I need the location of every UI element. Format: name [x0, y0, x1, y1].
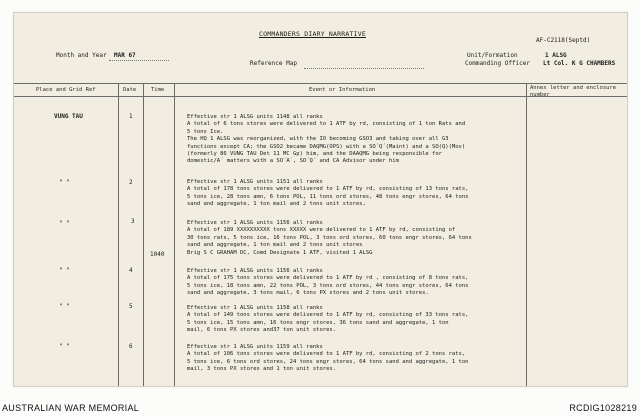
- entry-text: [187, 179, 527, 209]
- month-year-value: MAR 67: [114, 52, 136, 59]
- entry-line: A total of 106 tons stores were delivered to 1 ATF by rd, consisting of 2 tons rats,: [187, 351, 466, 358]
- entry-line: Brig S C GRAHAM DC, Comd Designate 1 ATF, visited 1 ALSG: [187, 249, 373, 256]
- entry-place: " ": [59, 220, 70, 227]
- divider-place-date: [118, 83, 119, 387]
- month-year-underline: [109, 60, 169, 61]
- archive-record-id: RCDIG1028219: [569, 403, 637, 413]
- entry-date: 6: [129, 343, 133, 350]
- entry-line: Effective str 1 ALSG units 1148 all ranks: [187, 114, 323, 120]
- entry-text: [187, 114, 527, 166]
- entry-line: A total of 189 XXXXXXXXXX tons XXXXX were delivered to 1 ATF by rd, consisting of: [187, 227, 456, 234]
- entry-line: A total of 6 tons stores were delivered to 1 ATF by rd, consisting of 1 ton Rats and: [187, 121, 466, 128]
- entry-line: 5 tons ice, 6 tons ord stores, 24 tons engr stores, 64 tons sand and aggregate, 1 ton: [187, 358, 469, 365]
- entry-place: " ": [59, 267, 70, 274]
- entry-date: 3: [131, 218, 135, 225]
- entry-line: A total of 178 tons stores were delivered to 1 ATF by rd, consisting of 13 tons rats,: [187, 186, 469, 193]
- commanding-officer-value: Lt Col. K G CHAMBERS: [543, 60, 616, 67]
- entry-date: 5: [129, 303, 133, 310]
- entry-line: mail, 3 tons PX stores and 1 ton unit stores.: [187, 366, 337, 373]
- entry-line: Effective str 1 ALSG units 1156 all ranks: [187, 220, 323, 226]
- commanding-officer-label: Commanding Officer: [465, 60, 531, 67]
- entry-line: sand and aggregate, 3 tons mail, 6 tons PX stores and 2 tons unit stores.: [187, 290, 429, 297]
- entry-line: 5 tons ice, 28 tons amn, 6 tons POL, 11 tons ord stores, 48 tons engr stores, 64 tons: [187, 193, 469, 200]
- entry-line: Effective str 1 ALSG units 1151 all ranks: [187, 179, 323, 185]
- unit-formation-label: Unit/Formation: [467, 52, 518, 59]
- col-header-time: Time: [151, 87, 165, 93]
- col-header-event: Event or Information: [309, 87, 376, 93]
- entry-date: 1: [129, 113, 133, 120]
- entry-time: 1040: [150, 251, 165, 258]
- divider-date-time: [143, 83, 144, 387]
- month-year-label: Month and Year: [56, 52, 107, 59]
- entry-text: [187, 268, 527, 298]
- reference-map-underline: [304, 68, 424, 69]
- entry-line: 5 tons ice, 15 tons amn, 16 tons engr stores, 36 tons sand and aggregate, 1 ton: [187, 319, 449, 326]
- entry-place: " ": [59, 303, 70, 310]
- entry-line: A total of 149 tons stores were delivered to 1 ATF by rd, consisting of 33 tons rats,: [187, 312, 469, 319]
- entry-line: The HQ 1 ALSG was reorganized, with the IO becoming GSO3 and taking over all G3: [187, 136, 449, 143]
- form-reference: AF-C2118(Septd): [536, 37, 591, 44]
- entry-line: sand and aggregate, 1 ton mail and 2 tons unit stores: [187, 242, 363, 249]
- diary-page: [13, 12, 628, 387]
- entry-line: Effective str 1 ALSG units 1159 all ranks: [187, 344, 323, 350]
- entry-text: [187, 220, 527, 257]
- archive-credit: AUSTRALIAN WAR MEMORIAL: [2, 403, 140, 413]
- divider-time-event: [174, 83, 175, 387]
- entry-place: " ": [59, 343, 70, 350]
- entry-line: functions except CA; the GSO2 became DAQMG(OPS) with a SO´Q´(Maint) and a SO(Q)(Mov): [187, 143, 466, 150]
- entry-line: (formerly 86 VUNG TAU Det 11 MC Gp) him, and the DAAQMG being responsible for: [187, 151, 442, 158]
- entry-line: domestic/A´ matters with a SO´A´, SO´Q´ and CA Advisor under him: [187, 158, 399, 165]
- table-top-rule: [14, 83, 628, 84]
- entry-line: 5 tons Ice.: [187, 128, 224, 135]
- unit-formation-value: 1 ALSG: [545, 52, 567, 59]
- entry-line: Effective str 1 ALSG units 1156 all ranks: [187, 268, 323, 274]
- entry-line: mail, 6 tons PX stores and37 ton unit stores.: [187, 327, 337, 334]
- entry-text: [187, 344, 527, 374]
- entry-text: [187, 305, 527, 335]
- entry-line: 30 tons rats, 5 tons ice, 16 tons POL, 3 tons ord stores, 60 tons engr stores, 64 tons: [187, 234, 472, 241]
- reference-map-label: Reference Map: [250, 60, 297, 67]
- entry-date: 4: [129, 267, 133, 274]
- col-header-date: Date: [123, 87, 137, 93]
- col-header-place: Place and Grid Ref: [36, 87, 96, 93]
- page-title: COMMANDERS DIARY NARRATIVE: [259, 30, 366, 38]
- entry-place: " ": [59, 179, 70, 186]
- entry-line: sand and aggregate, 1 ton mail and 2 tons unit stores,: [187, 201, 366, 208]
- entry-line: Effective str 1 ALSG units 1158 all ranks: [187, 305, 323, 311]
- col-header-annex: Annex letter and enclosure number: [530, 85, 617, 98]
- entry-place: VUNG TAU: [54, 113, 83, 120]
- entry-line: A total of 175 tons stores were delivered to 1 ATF by rd , consisting of 8 tons rats,: [187, 275, 469, 282]
- entry-line: 5 tons ice, 18 tons amn, 22 tons POL, 3 tons ord stores, 44 tons engr stores, 64 tons: [187, 282, 469, 289]
- entry-date: 2: [129, 179, 133, 186]
